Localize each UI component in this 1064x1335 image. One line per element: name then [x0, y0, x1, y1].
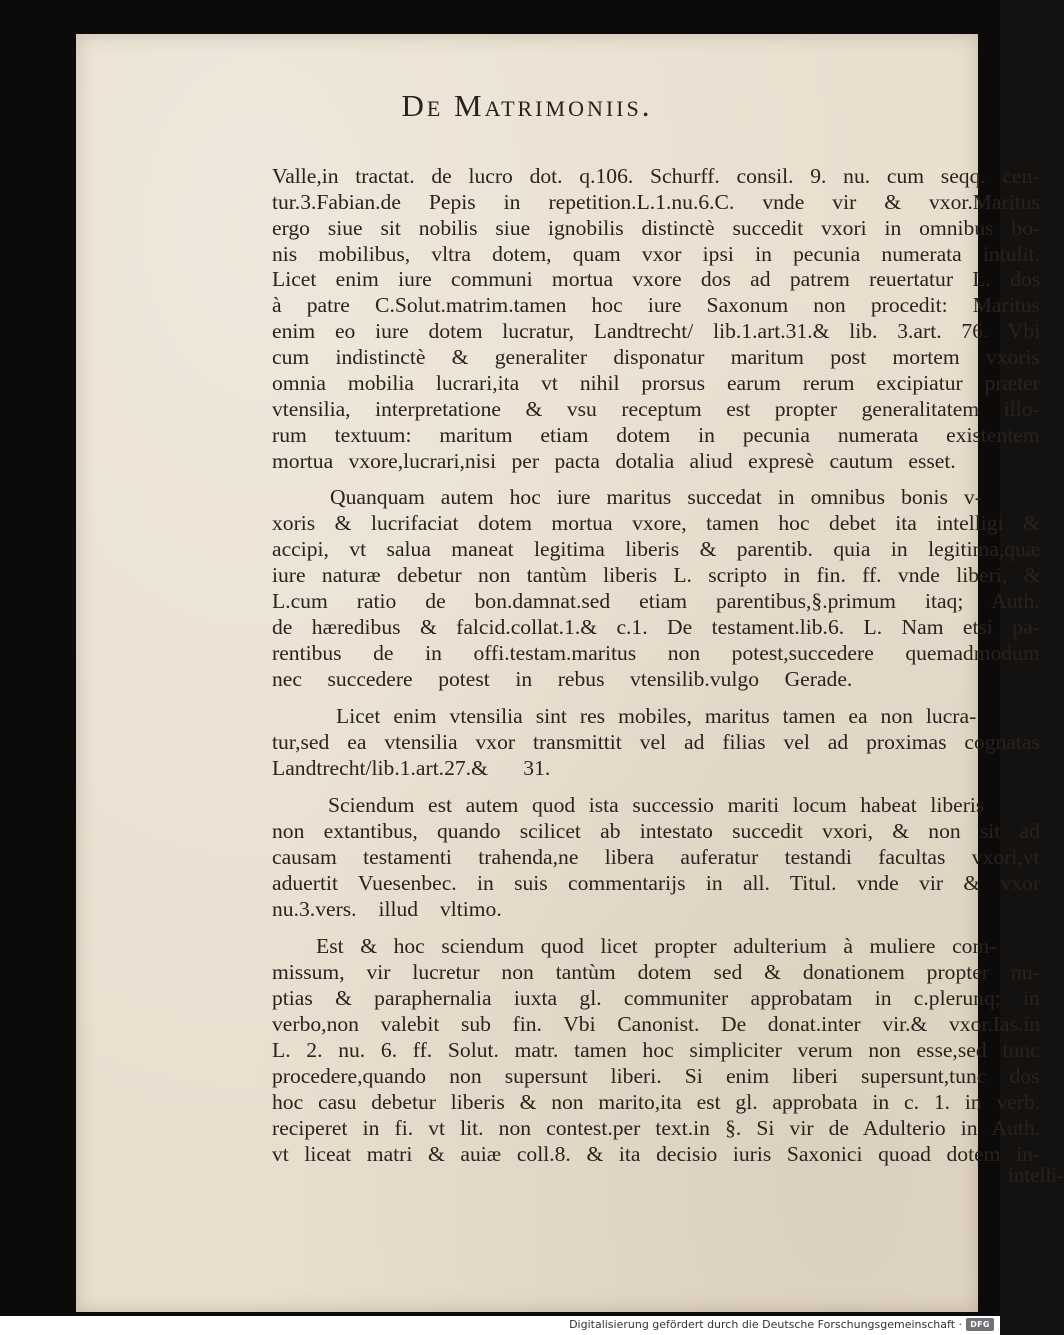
text-line: Licet enim iure communi mortua vxore dos ad patrem reuertatur L. dos — [272, 267, 1041, 291]
text-line: mortua vxore,lucrari,nisi per pacta dotalia aliud expresè cautum esset. — [272, 449, 956, 473]
text-line: enim eo iure dotem lucratur, Landtrecht/ lib.1.art.31.& lib. 3.art. 76. Vbi — [272, 319, 1041, 343]
text-line: reciperet in fi. vt lit. non contest.per text.in §. Si vir de Adulterio in Auth. — [272, 1116, 1041, 1140]
text-line: L.cum ratio de bon.damnat.sed etiam parentibus,§.primum itaq; Auth. — [272, 589, 1040, 613]
text-line: ergo siue sit nobilis siue ignobilis distinctè succedit vxori in omnibus bo- — [272, 216, 1041, 240]
text-line: Licet enim vtensilia sint res mobiles, maritus tamen ea non lucra- — [336, 704, 977, 728]
text-line: Est & hoc sciendum quod licet propter adulterium à muliere com- — [316, 934, 997, 958]
text-line: aduertit Vuesenbec. in suis commentarijs in all. Titul. vnde vir & vxor — [272, 871, 1041, 895]
text-line: Landtrecht/lib.1.art.27.& 31. — [272, 756, 551, 780]
book-page — [76, 34, 1064, 1312]
text-line: procedere,quando non supersunt liberi. Si enim liberi supersunt,tunc dos — [272, 1064, 1040, 1088]
text-line: tur.3.Fabian.de Pepis in repetition.L.1.nu.6.C. vnde vir & vxor.Maritus — [272, 190, 1040, 214]
text-line: accipi, vt salua maneat legitima liberis & parentib. quia in legitima,quæ — [272, 537, 1041, 561]
text-line: rum textuum: maritum etiam dotem in pecunia numerata existentem — [272, 423, 1040, 447]
text-line: nu.3.vers. illud vltimo. — [272, 897, 502, 921]
text-line: hoc casu debetur liberis & non marito,ita est gl. approbata in c. 1. in verb. — [272, 1090, 1041, 1114]
text-line: nec succedere potest in rebus vtensilib.vulgo Gerade. — [272, 667, 853, 691]
running-head: De Matrimoniis. — [401, 88, 653, 123]
text-line: xoris & lucrifaciat dotem mortua vxore, tamen hoc debet ita intelligi & — [272, 511, 1040, 535]
text-line: de hæredibus & falcid.collat.1.& c.1. De testament.lib.6. L. Nam etsi pa- — [272, 615, 1040, 639]
digitization-footer — [0, 1316, 1000, 1335]
text-line: Valle,in tractat. de lucro dot. q.106. Schurff. consil. 9. nu. cum seqq. cen- — [272, 164, 1040, 188]
text-line: vt liceat matri & auiæ coll.8. & ita decisio iuris Saxonici quoad dotem in- — [272, 1142, 1041, 1166]
text-line: missum, vir lucretur non tantùm dotem sed & donationem propter nu- — [272, 960, 1040, 984]
text-line: nis mobilibus, vltra dotem, quam vxor ipsi in pecunia numerata intulit. — [272, 242, 1040, 266]
text-line: verbo,non valebit sub fin. Vbi Canonist. De donat.inter vir.& vxor.Ias.in — [272, 1012, 1041, 1036]
text-line: à patre C.Solut.matrim.tamen hoc iure Saxonum non procedit: Maritus — [272, 293, 1040, 317]
text-line: cum indistinctè & generaliter disponatur maritum post mortem vxoris — [272, 345, 1040, 369]
text-line: Sciendum est autem quod ista successio mariti locum habeat liberis — [328, 793, 985, 817]
text-line: L. 2. nu. 6. ff. Solut. matr. tamen hoc simpliciter verum non esse,sed tunc — [272, 1038, 1040, 1062]
dfg-logo-icon — [966, 1318, 994, 1331]
text-line: rentibus de in offi.testam.maritus non potest,succedere quemadmodum — [272, 641, 1040, 665]
text-line: iure naturæ debetur non tantùm liberis L. scripto in fin. ff. vnde liberi, & — [272, 563, 1041, 587]
text-line: vtensilia, interpretatione & vsu receptum est propter generalitatem illo- — [272, 397, 1040, 421]
text-line: omnia mobilia lucrari,ita vt nihil prorsus earum rerum excipiatur præter — [272, 371, 1040, 395]
text-line: Quanquam autem hoc iure maritus succedat in omnibus bonis v- — [330, 485, 982, 509]
footer-credit: Digitalisierung gefördert durch die Deutsche Forschungsgemeinschaft · — [569, 1318, 962, 1331]
text-line: non extantibus, quando scilicet ab intestato succedit vxori, & non sit ad — [272, 819, 1040, 843]
text-line: causam testamenti trahenda,ne libera auferatur testandi facultas vxori,vt — [272, 845, 1040, 869]
text-line: ptias & paraphernalia iuxta gl. communiter approbatam in c.plerunq; in — [272, 986, 1040, 1010]
catchword: intelli- — [1008, 1163, 1064, 1187]
text-line: tur,sed ea vtensilia vxor transmittit vel ad filias vel ad proximas cognatas — [272, 730, 1040, 754]
dfg-logo-text: DFG — [970, 1320, 990, 1329]
